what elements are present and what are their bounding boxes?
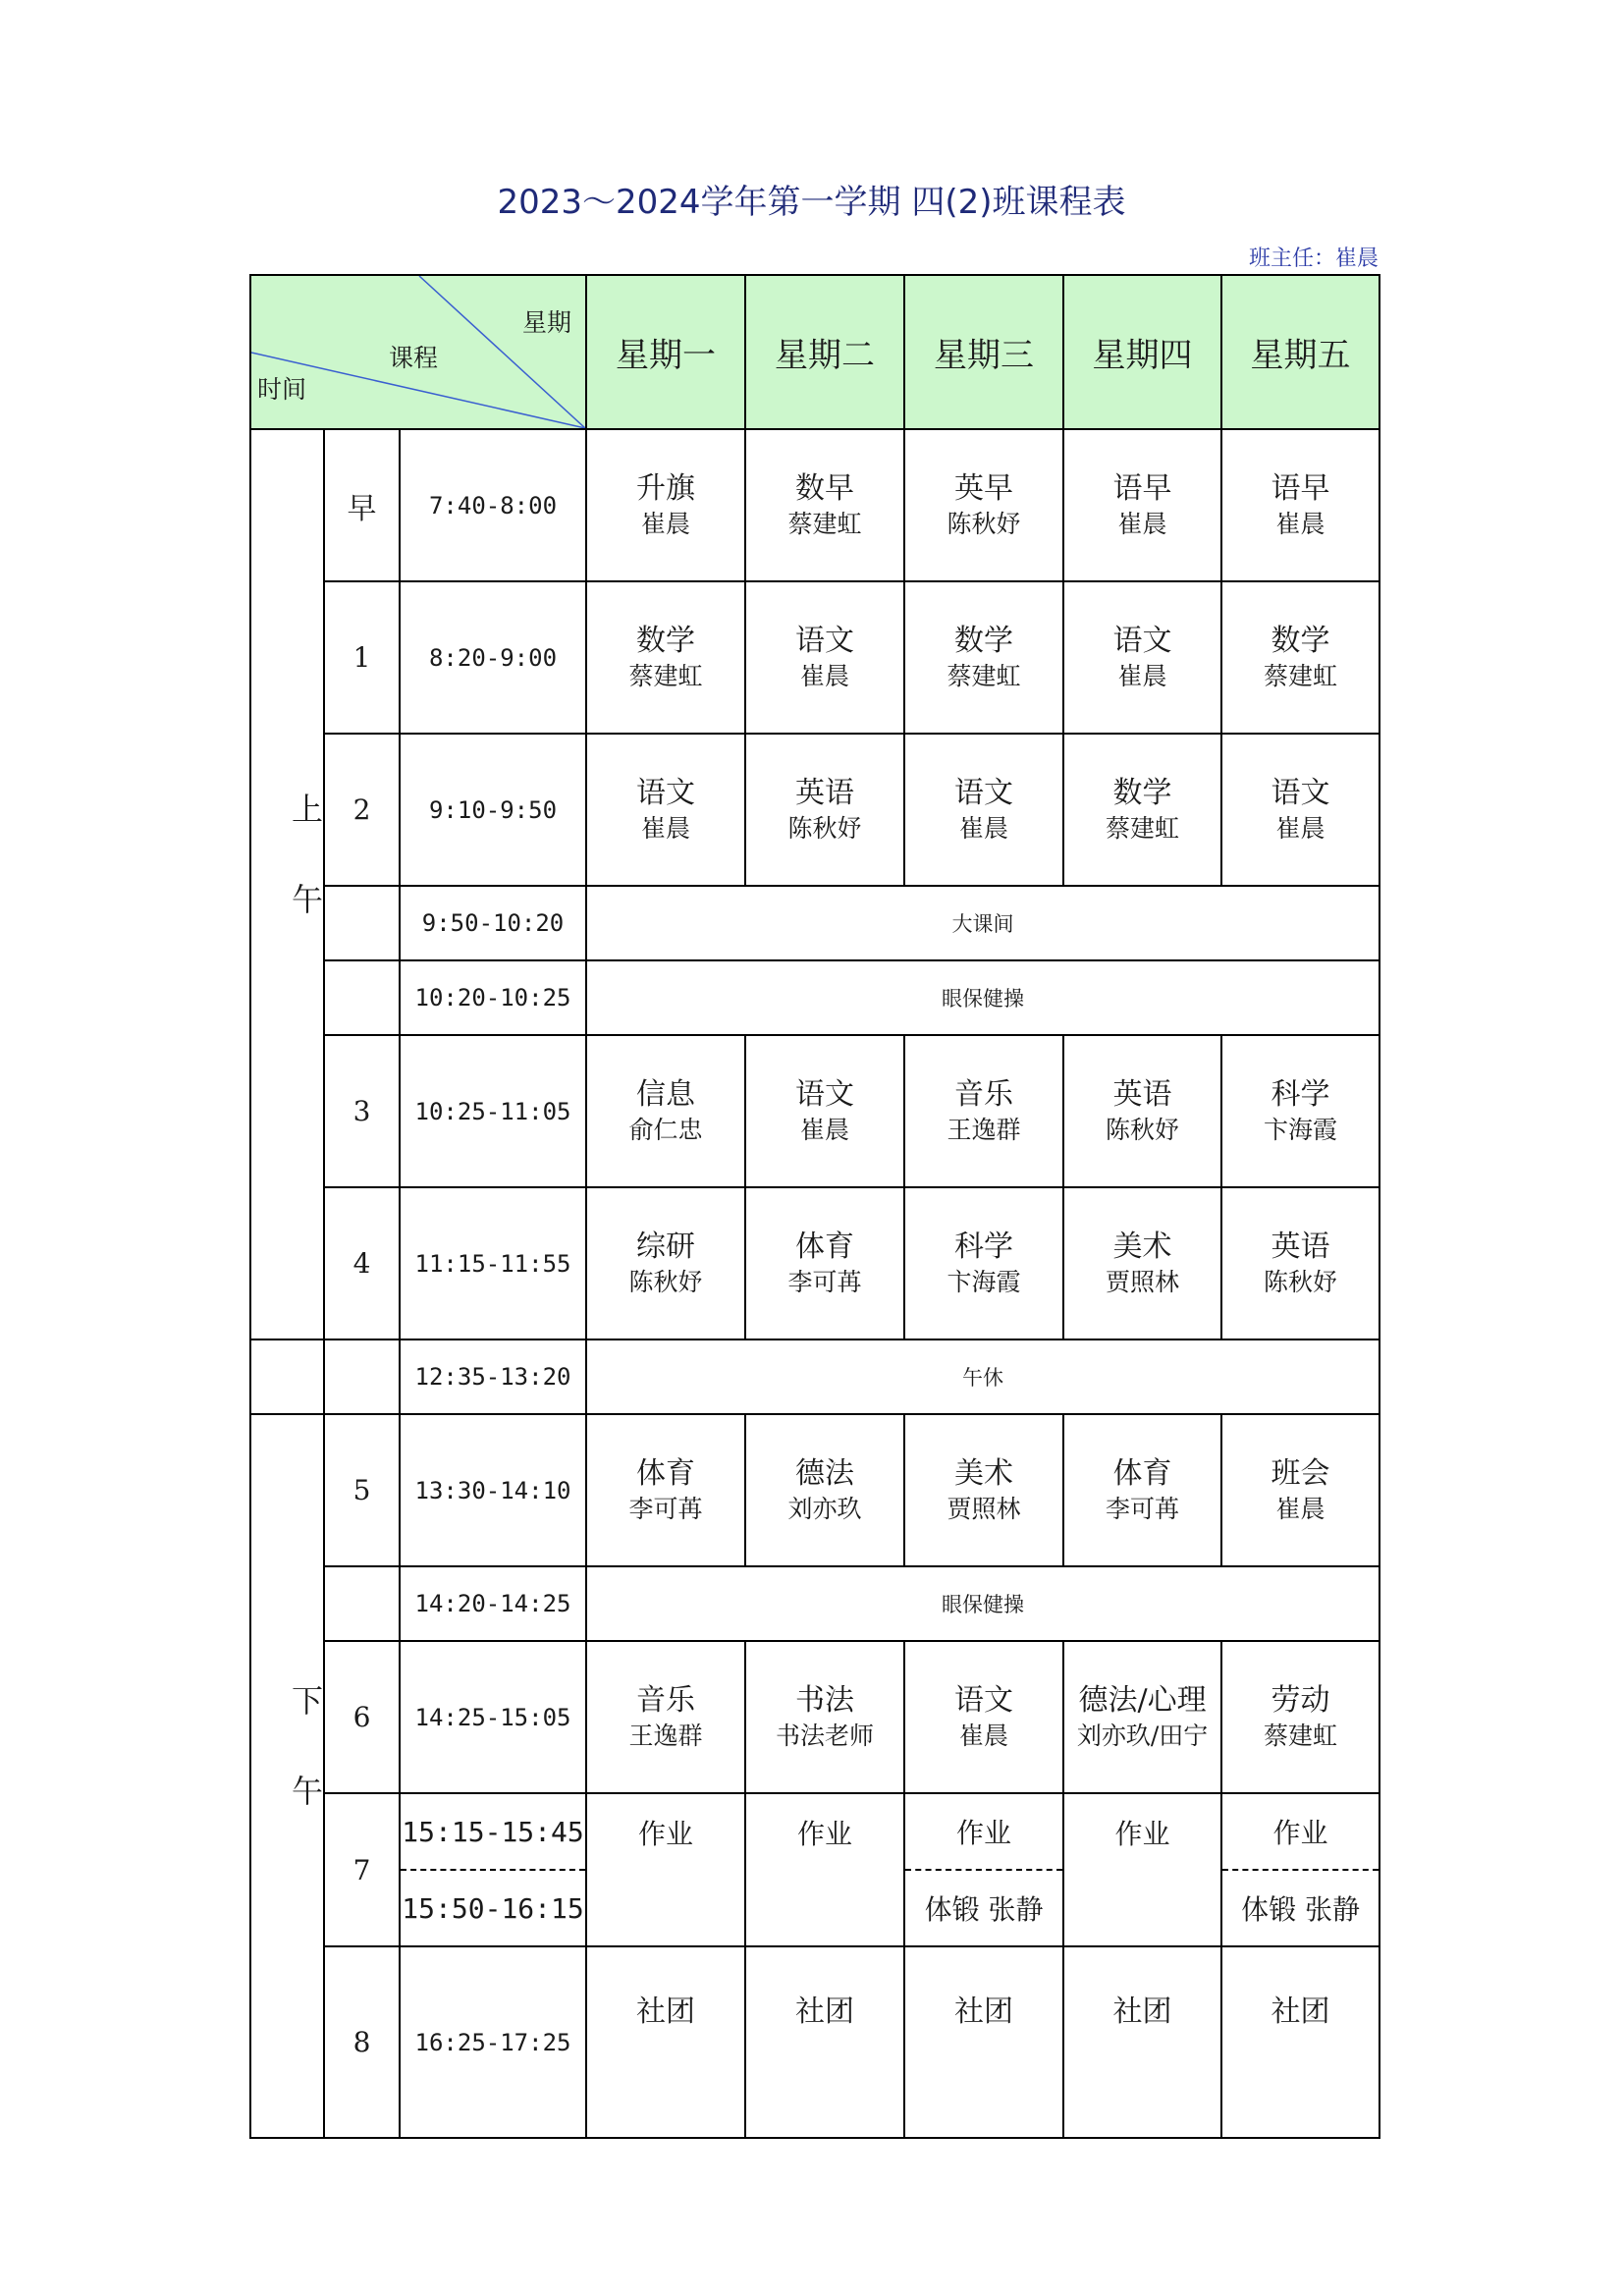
row-period-8 bbox=[250, 1946, 1380, 2138]
subject-name: 体育 bbox=[795, 1229, 855, 1264]
page-title: 2023～2024学年第一学期 四(2)班课程表 bbox=[497, 183, 1126, 222]
class-cell bbox=[745, 1793, 904, 1946]
day-header-fri: 星期五 bbox=[1221, 275, 1380, 429]
club-cell: 社团 bbox=[1063, 1946, 1221, 2138]
teacher-name: 卞海霞 bbox=[1264, 1115, 1338, 1144]
class-cell bbox=[1221, 1187, 1380, 1339]
class-cell bbox=[904, 1035, 1063, 1187]
subject-name: 语文 bbox=[954, 775, 1014, 810]
period-label: 4 bbox=[324, 1187, 400, 1339]
subject-name: 德法/心理 bbox=[1078, 1682, 1207, 1718]
homework-label: 作业 bbox=[797, 1818, 853, 1850]
subject-name: 劳动 bbox=[1271, 1682, 1330, 1718]
pe-exercise-label: 体锻 张静 bbox=[924, 1893, 1044, 1926]
period-label: 3 bbox=[324, 1035, 400, 1187]
row-period-5 bbox=[250, 1414, 1380, 1566]
teacher-name: 蔡建虹 bbox=[628, 661, 703, 690]
class-cell bbox=[745, 1414, 904, 1566]
teacher-name: 俞仁忠 bbox=[628, 1115, 703, 1144]
corner-course-label: 课程 bbox=[389, 344, 439, 372]
day-header-tue: 星期二 bbox=[745, 275, 904, 429]
class-cell bbox=[586, 1414, 745, 1566]
row-period-3 bbox=[250, 1035, 1380, 1187]
class-cell bbox=[745, 1641, 904, 1793]
empty-session-cell bbox=[250, 1339, 324, 1414]
period-label: 7 bbox=[324, 1793, 400, 1946]
row-period-1 bbox=[250, 581, 1380, 734]
class-cell bbox=[1221, 1035, 1380, 1187]
teacher-name: 李可苒 bbox=[628, 1494, 703, 1523]
row-period-4 bbox=[250, 1187, 1380, 1339]
subject-name: 美术 bbox=[954, 1455, 1014, 1491]
teacher-name: 贾照林 bbox=[1106, 1267, 1180, 1296]
time-slot: 10:20-10:25 bbox=[400, 960, 586, 1035]
subject-name: 英早 bbox=[954, 470, 1014, 506]
teacher-name: 崔晨 bbox=[959, 1721, 1009, 1750]
class-cell bbox=[1221, 581, 1380, 734]
subject-name: 综研 bbox=[636, 1229, 696, 1264]
class-cell bbox=[904, 429, 1063, 581]
teacher-name: 崔晨 bbox=[1275, 1494, 1325, 1523]
teacher-name: 崔晨 bbox=[800, 1115, 850, 1144]
day-header-wed: 星期三 bbox=[904, 275, 1063, 429]
row-period-7 bbox=[250, 1793, 1380, 1946]
club-cell: 社团 bbox=[1221, 1946, 1380, 2138]
empty-period-cell bbox=[324, 1339, 400, 1414]
time-slot: 16:25-17:25 bbox=[400, 1946, 586, 2138]
teacher-name: 贾照林 bbox=[947, 1494, 1021, 1523]
class-cell bbox=[1063, 734, 1221, 886]
time-slot-split bbox=[400, 1793, 586, 1946]
subject-name: 数学 bbox=[1271, 623, 1330, 658]
time-slot: 8:20-9:00 bbox=[400, 581, 586, 734]
homework-label: 作业 bbox=[1222, 1794, 1379, 1871]
subject-name: 数早 bbox=[795, 470, 855, 506]
session-morning-label: 上午 bbox=[287, 792, 324, 973]
teacher-name: 蔡建虹 bbox=[1264, 1721, 1338, 1750]
class-cell bbox=[1063, 1035, 1221, 1187]
time-slot: 13:30-14:10 bbox=[400, 1414, 586, 1566]
noon-break-label: 午休 bbox=[586, 1339, 1380, 1414]
class-cell bbox=[1221, 734, 1380, 886]
class-cell bbox=[586, 1641, 745, 1793]
class-cell bbox=[745, 734, 904, 886]
eye-exercise-label: 眼保健操 bbox=[586, 960, 1380, 1035]
empty-half bbox=[746, 1870, 903, 1944]
teacher-name: 李可苒 bbox=[787, 1267, 862, 1296]
class-cell bbox=[1221, 429, 1380, 581]
subject-name: 英语 bbox=[1112, 1076, 1172, 1112]
teacher-name: 卞海霞 bbox=[947, 1267, 1021, 1296]
subject-name: 美术 bbox=[1112, 1229, 1172, 1264]
teacher-name: 蔡建虹 bbox=[1264, 661, 1338, 690]
subject-name: 科学 bbox=[954, 1229, 1014, 1264]
teacher-name: 书法老师 bbox=[776, 1721, 875, 1750]
subject-name: 音乐 bbox=[636, 1682, 696, 1718]
teacher-name: 蔡建虹 bbox=[947, 661, 1021, 690]
class-cell bbox=[1063, 429, 1221, 581]
day-header-thu: 星期四 bbox=[1063, 275, 1221, 429]
eye-exercise-label: 眼保健操 bbox=[586, 1566, 1380, 1641]
subject-name: 升旗 bbox=[636, 470, 696, 506]
club-cell: 社团 bbox=[745, 1946, 904, 2138]
teacher-name: 崔晨 bbox=[800, 661, 850, 690]
subject-name: 英语 bbox=[795, 775, 855, 810]
time-slot: 7:40-8:00 bbox=[400, 429, 586, 581]
time-slot: 14:20-14:25 bbox=[400, 1566, 586, 1641]
subject-name: 语文 bbox=[1112, 623, 1172, 658]
class-cell bbox=[904, 1187, 1063, 1339]
teacher-name: 刘亦玖 bbox=[787, 1494, 862, 1523]
teacher-name: 陈秋妤 bbox=[1106, 1115, 1180, 1144]
row-eye-exercise-2 bbox=[250, 1566, 1380, 1641]
teacher-name: 崔晨 bbox=[1117, 509, 1167, 538]
subject-name: 英语 bbox=[1271, 1229, 1330, 1264]
teacher-name: 崔晨 bbox=[641, 509, 691, 538]
row-period-2 bbox=[250, 734, 1380, 886]
row-eye-exercise-1 bbox=[250, 960, 1380, 1035]
teacher-name: 崔晨 bbox=[1117, 661, 1167, 690]
big-break-label: 大课间 bbox=[586, 886, 1380, 960]
class-cell bbox=[745, 429, 904, 581]
timetable bbox=[249, 274, 1380, 2139]
time-slot: 10:25-11:05 bbox=[400, 1035, 586, 1187]
teacher-name: 崔晨 bbox=[1275, 509, 1325, 538]
period-label: 8 bbox=[324, 1946, 400, 2138]
class-cell bbox=[745, 1187, 904, 1339]
teacher-name: 崔晨 bbox=[641, 813, 691, 843]
time-slot: 15:15-15:45 bbox=[401, 1794, 585, 1871]
subject-name: 语早 bbox=[1271, 470, 1330, 506]
teacher-name: 蔡建虹 bbox=[787, 509, 862, 538]
class-cell bbox=[586, 1187, 745, 1339]
subject-name: 语文 bbox=[795, 1076, 855, 1112]
teacher-name: 崔晨 bbox=[1275, 813, 1325, 843]
club-cell: 社团 bbox=[904, 1946, 1063, 2138]
empty-half bbox=[1064, 1870, 1220, 1944]
teacher-name: 陈秋妤 bbox=[1264, 1267, 1338, 1296]
class-cell bbox=[745, 1035, 904, 1187]
class-cell bbox=[586, 734, 745, 886]
subject-name: 班会 bbox=[1271, 1455, 1330, 1491]
class-cell bbox=[1221, 1414, 1380, 1566]
subject-name: 语早 bbox=[1112, 470, 1172, 506]
time-slot: 9:10-9:50 bbox=[400, 734, 586, 886]
row-big-break bbox=[250, 886, 1380, 960]
teacher-name: 陈秋妤 bbox=[787, 813, 862, 843]
session-afternoon-label: 下午 bbox=[287, 1683, 324, 1865]
class-cell bbox=[904, 734, 1063, 886]
subject-name: 德法 bbox=[795, 1455, 855, 1491]
class-cell bbox=[1063, 581, 1221, 734]
teacher-name: 陈秋妤 bbox=[947, 509, 1021, 538]
subject-name: 数学 bbox=[954, 623, 1014, 658]
subject-name: 数学 bbox=[1112, 775, 1172, 810]
teacher-name: 崔晨 bbox=[959, 813, 1009, 843]
teacher-name: 蔡建虹 bbox=[1106, 813, 1180, 843]
homework-label: 作业 bbox=[1114, 1818, 1170, 1850]
teacher-name: 王逸群 bbox=[628, 1721, 703, 1750]
session-morning bbox=[250, 429, 324, 1339]
class-cell bbox=[1063, 1414, 1221, 1566]
pe-exercise-label: 体锻 张静 bbox=[1241, 1893, 1360, 1926]
homework-label: 作业 bbox=[905, 1794, 1062, 1871]
head-teacher-note: 班主任：崔晨 bbox=[1248, 246, 1379, 271]
period-label: 5 bbox=[324, 1414, 400, 1566]
teacher-name: 陈秋妤 bbox=[628, 1267, 703, 1296]
club-cell: 社团 bbox=[586, 1946, 745, 2138]
class-cell bbox=[1063, 1187, 1221, 1339]
class-cell bbox=[586, 429, 745, 581]
subject-name: 科学 bbox=[1271, 1076, 1330, 1112]
class-cell bbox=[1221, 1641, 1380, 1793]
subject-name: 语文 bbox=[1271, 775, 1330, 810]
subject-name: 语文 bbox=[795, 623, 855, 658]
class-cell bbox=[904, 581, 1063, 734]
subject-name: 书法 bbox=[795, 1682, 855, 1718]
subject-name: 语文 bbox=[954, 1682, 1014, 1718]
class-cell bbox=[745, 581, 904, 734]
subject-name: 音乐 bbox=[954, 1076, 1014, 1112]
time-slot: 15:50-16:15 bbox=[402, 1891, 584, 1925]
subject-name: 数学 bbox=[636, 623, 696, 658]
homework-label: 作业 bbox=[638, 1818, 694, 1850]
time-slot: 14:25-15:05 bbox=[400, 1641, 586, 1793]
period-label: 2 bbox=[324, 734, 400, 886]
corner-header-cell bbox=[250, 275, 586, 429]
subject-name: 语文 bbox=[636, 775, 696, 810]
corner-week-label: 星期 bbox=[522, 308, 572, 337]
class-cell bbox=[1063, 1793, 1221, 1946]
corner-time-label: 时间 bbox=[257, 375, 307, 404]
subject-name: 体育 bbox=[1112, 1455, 1172, 1491]
subject-name: 信息 bbox=[636, 1076, 696, 1112]
row-morning-early bbox=[250, 429, 1380, 581]
day-header-mon: 星期一 bbox=[586, 275, 745, 429]
header-row bbox=[250, 275, 1380, 429]
teacher-name: 王逸群 bbox=[947, 1115, 1021, 1144]
time-slot: 12:35-13:20 bbox=[400, 1339, 586, 1414]
session-afternoon bbox=[250, 1414, 324, 2138]
class-cell bbox=[904, 1414, 1063, 1566]
period-label: 6 bbox=[324, 1641, 400, 1793]
class-cell bbox=[586, 581, 745, 734]
period-label: 1 bbox=[324, 581, 400, 734]
time-slot: 9:50-10:20 bbox=[400, 886, 586, 960]
row-noon-break bbox=[250, 1339, 1380, 1414]
empty-half bbox=[587, 1870, 744, 1944]
period-label: 早 bbox=[324, 429, 400, 581]
teacher-name: 李可苒 bbox=[1106, 1494, 1180, 1523]
class-cell bbox=[1221, 1793, 1380, 1946]
class-cell bbox=[586, 1035, 745, 1187]
class-cell bbox=[904, 1793, 1063, 1946]
class-cell bbox=[586, 1793, 745, 1946]
subject-name: 体育 bbox=[636, 1455, 696, 1491]
row-period-6 bbox=[250, 1641, 1380, 1793]
empty-period-cell bbox=[324, 1566, 400, 1641]
teacher-name: 刘亦玖/田宁 bbox=[1076, 1721, 1209, 1750]
class-cell bbox=[1063, 1641, 1221, 1793]
class-cell bbox=[904, 1641, 1063, 1793]
time-slot: 11:15-11:55 bbox=[400, 1187, 586, 1339]
